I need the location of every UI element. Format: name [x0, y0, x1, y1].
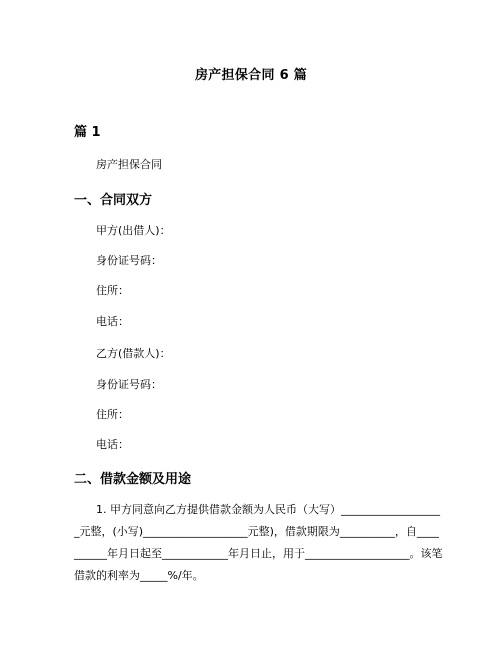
section-heading-parties: 一、合同双方: [74, 193, 153, 208]
document-title: 房产担保合同 6 篇: [194, 68, 308, 83]
lender-phone-label: 电话：: [96, 315, 129, 328]
part-heading: 篇 1: [74, 125, 101, 140]
lender-label: 甲方(出借人)：: [96, 224, 171, 237]
loan-clause-paragraph: 1. 甲方同意向乙方提供借款金额为人民币（大写）___________________元整，(小写)___________________元整)，借款期限为__________，自__________年月日起至____________年月日止，用于___________________。该笔借款的利率为_____%/年。: [74, 503, 443, 582]
lender-address-label: 住所：: [96, 284, 129, 297]
lender-id-label: 身份证号码：: [96, 254, 162, 267]
contract-subtitle: 房产担保合同: [96, 158, 162, 171]
borrower-phone-label: 电话：: [96, 438, 129, 451]
borrower-address-label: 住所：: [96, 408, 129, 421]
borrower-id-label: 身份证号码：: [96, 378, 162, 391]
section-heading-loan: 二、借款金额及用途: [74, 472, 192, 487]
borrower-label: 乙方(借款人)：: [96, 347, 171, 360]
